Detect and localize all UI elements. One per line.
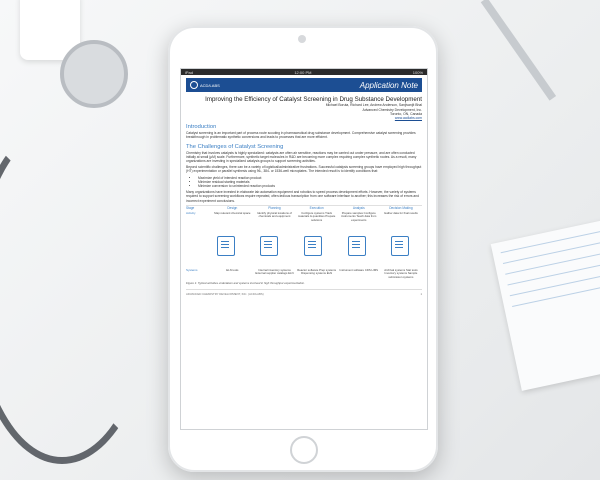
systems-cell: Internal inventory systems External supplier catalogs ELN <box>255 268 294 276</box>
instrument-icon <box>348 236 366 256</box>
figure-header: Execution <box>309 205 324 210</box>
camera-icon <box>298 35 306 43</box>
activity-row <box>186 212 422 222</box>
workflow-icons <box>204 225 422 267</box>
list-item: • Minimize conversion to unintended reaction products <box>198 184 422 188</box>
list-item: • Maximize yield of intended reaction product <box>198 176 422 180</box>
figure-header: Stage <box>186 205 195 210</box>
document-title: Improving the Efficiency of Catalyst Screening in Drug Substance Development <box>205 96 422 103</box>
systems-cell: Archival systems Stat tools Inventory systems Sample submission systems <box>384 268 418 279</box>
activity-cell: Configure systems Track materials & quantities Prepare solutions <box>297 210 336 222</box>
home-button[interactable] <box>290 436 318 464</box>
figure-header: Analysis <box>352 205 365 210</box>
intro-heading: Introduction <box>186 124 217 131</box>
list-item: • Minimize residual starting materials <box>198 180 422 184</box>
tablet-screen[interactable] <box>180 68 428 430</box>
figure-header: Decision Making <box>389 205 413 210</box>
reactor-icon <box>304 236 322 256</box>
document-location: Toronto, ON, Canada <box>389 111 422 116</box>
intro-text: Catalyst screening is an important part of process route scouting in pharmaceutical drug substance development. Comprehensive catalyst screening provides breakthrough in problematic synthetic conversions and leads to processes that are more efficient. <box>186 131 416 140</box>
inventory-icon <box>260 236 278 256</box>
pen <box>481 0 556 101</box>
acd-logo <box>190 81 220 89</box>
challenges-heading: The Challenges of Catalyst Screening <box>186 143 284 150</box>
document-authors: Michael Boruta, Richard Lee, Andrew Anderson, Sanjivanjit Bhal <box>325 103 422 108</box>
systems-cell: Reactor software Prep systems Dispensing systems ELN <box>297 268 337 276</box>
report-icon <box>391 236 409 256</box>
status-battery: 100% <box>412 69 423 75</box>
activity-label: Activity <box>186 210 196 215</box>
page-number: 1 <box>420 292 422 297</box>
figure-header: Design <box>227 205 238 210</box>
status-carrier: iPad <box>185 69 194 75</box>
logo-mark-icon <box>190 81 198 89</box>
banner-title: Application Note <box>359 80 418 90</box>
challenges-paragraph-3: Many organizations have invested in elaborate lab automation equipment and robotics to speed process development efforts. However, the variety of systems required to support screening workflows require repeated, often-tedious transcription from one software interface to another; this increases the risk of errors and incorrect experiment conclusions. <box>186 190 419 203</box>
stethoscope-tubing <box>0 120 154 464</box>
document-footer <box>186 289 422 296</box>
tablet-device <box>168 26 438 472</box>
clipboard-paper <box>491 219 600 391</box>
conditions-list <box>186 176 422 189</box>
activity-cell: Identify physical locations of chemicals and equipment <box>257 210 292 219</box>
document-company: Advanced Chemistry Development, Inc. <box>362 107 422 112</box>
activity-cell: Prepare samples Configure instruments Teach data from experiments <box>341 210 377 222</box>
activity-cell: Map relevant chemical space <box>214 210 251 215</box>
systems-cell: Instrument software CDS LIMS <box>339 268 379 273</box>
activity-cell: Gather data for final results <box>384 210 418 215</box>
status-time: 12:00 PM <box>294 69 312 75</box>
challenges-paragraph-2: Beyond scientific challenges, there can be a variety of logistical/administrative frustrations. Successful catalysis screening groups have employed high throughput (HT) experimentation or parallel synthesis using 96-, 384- or 1536-well microplates. The intended result is to identify conditions that: <box>186 165 422 174</box>
systems-row <box>186 269 422 279</box>
document-banner <box>186 78 422 92</box>
systems-cell: ELN tools <box>226 268 239 273</box>
challenges-paragraph-1: Chemistry that involves catalysts is highly specialized: catalysts are often air sensitive, reactions may be carried out under pressure, and are often conducted initially at small (µM) scale. Furthermore, synthetic target molecules in R&D are becoming more complex requiring complex synthetic routes. As a result, many organizations are investing in specialized catalysis groups to support screening activities. <box>186 150 417 164</box>
workflow-figure <box>186 205 422 285</box>
footer-company: ADVANCED CHEMISTRY DEVELOPMENT, INC. (ACD/LABS) <box>186 292 264 297</box>
molecule-icon <box>217 236 235 256</box>
document <box>181 75 427 299</box>
systems-label: Systems <box>186 268 198 273</box>
logo-text: ACD/LABS <box>200 82 220 88</box>
figure-header-row <box>186 206 422 210</box>
website-link[interactable]: www.acdlabs.com <box>394 116 422 121</box>
stethoscope-chestpiece <box>60 40 128 108</box>
figure-caption: Figure 1: Typical activities undertaken and systems involved in high throughput experimentation. <box>186 281 305 286</box>
figure-header: Planning <box>268 205 281 210</box>
